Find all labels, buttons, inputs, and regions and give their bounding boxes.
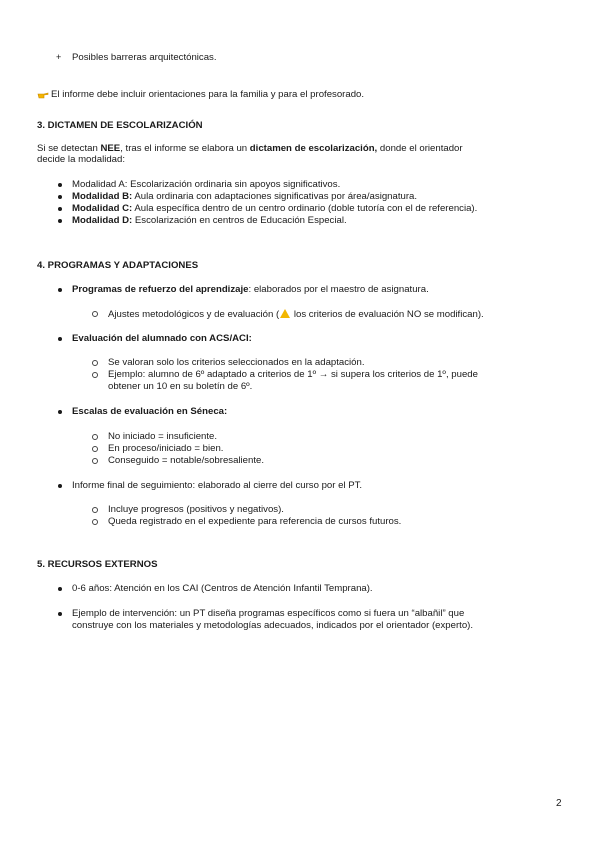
circle-bullet-icon <box>92 458 98 464</box>
list-item: No iniciado = insuficiente. <box>108 431 218 442</box>
plus-bullet-icon: + <box>56 52 62 62</box>
list-item: Informe final de seguimiento: elaborado al cierre del curso por el PT. <box>72 480 363 491</box>
bullet-icon <box>58 612 62 616</box>
list-item: Incluye progresos (positivos y negativos). <box>108 504 284 515</box>
bullet-icon <box>58 337 62 341</box>
bullet-icon <box>58 410 62 414</box>
paragraph: decide la modalidad: <box>37 154 126 165</box>
list-item: Modalidad D: Escolarización en centros de Educación Especial. <box>72 215 347 226</box>
list-item: Escalas de evaluación en Séneca: <box>72 406 228 417</box>
circle-bullet-icon <box>92 446 98 452</box>
warning-icon <box>280 309 290 318</box>
bullet-icon <box>58 195 62 199</box>
list-item: Ajustes metodológicos y de evaluación ( los criterios de evaluación NO se modifican). <box>108 309 484 320</box>
pointing-hand-icon <box>37 89 49 99</box>
circle-bullet-icon <box>92 434 98 440</box>
section-heading: 4. PROGRAMAS Y ADAPTACIONES <box>37 260 199 271</box>
list-item: Modalidad A: Escolarización ordinaria sin apoyos significativos. <box>72 179 341 190</box>
list-item: Queda registrado en el expediente para referencia de cursos futuros. <box>108 516 402 527</box>
list-item: Se valoran solo los criterios seleccionados en la adaptación. <box>108 357 365 368</box>
bullet-icon <box>58 288 62 292</box>
list-item: Programas de refuerzo del aprendizaje: elaborados por el maestro de asignatura. <box>72 284 429 295</box>
bullet-icon <box>58 219 62 223</box>
paragraph: Si se detectan NEE, tras el informe se elabora un dictamen de escolarización, donde el orientador <box>37 143 463 154</box>
list-item: Posibles barreras arquitectónicas. <box>72 52 217 63</box>
list-item: obtener un 10 en su boletín de 6º. <box>108 381 253 392</box>
list-item: Modalidad C: Aula específica dentro de un centro ordinario (doble tutoría con el de referencia). <box>72 203 478 214</box>
circle-bullet-icon <box>92 519 98 525</box>
list-item: Evaluación del alumnado con ACS/ACI: <box>72 333 252 344</box>
circle-bullet-icon <box>92 311 98 317</box>
list-item: En proceso/iniciado = bien. <box>108 443 224 454</box>
list-item: Ejemplo de intervención: un PT diseña programas específicos como si fuera un “albañil” que <box>72 608 465 619</box>
circle-bullet-icon <box>92 372 98 378</box>
page-number: 2 <box>556 798 562 809</box>
note-text: El informe debe incluir orientaciones para la familia y para el profesorado. <box>51 89 365 100</box>
section-heading: 5. RECURSOS EXTERNOS <box>37 559 158 570</box>
list-item: construye con los materiales y metodologías adecuados, indicados por el orientador (experto). <box>72 620 474 631</box>
circle-bullet-icon <box>92 360 98 366</box>
list-item: Ejemplo: alumno de 6º adaptado a criterios de 1º → si supera los criterios de 1º, puede <box>108 369 478 380</box>
bullet-icon <box>58 183 62 187</box>
bullet-icon <box>58 587 62 591</box>
list-item: Modalidad B: Aula ordinaria con adaptaciones significativas por área/asignatura. <box>72 191 418 202</box>
list-item: Conseguido = notable/sobresaliente. <box>108 455 265 466</box>
section-heading: 3. DICTAMEN DE ESCOLARIZACIÓN <box>37 120 203 131</box>
bullet-icon <box>58 207 62 211</box>
list-item: 0-6 años: Atención en los CAI (Centros de Atención Infantil Temprana). <box>72 583 373 594</box>
circle-bullet-icon <box>92 507 98 513</box>
bullet-icon <box>58 484 62 488</box>
